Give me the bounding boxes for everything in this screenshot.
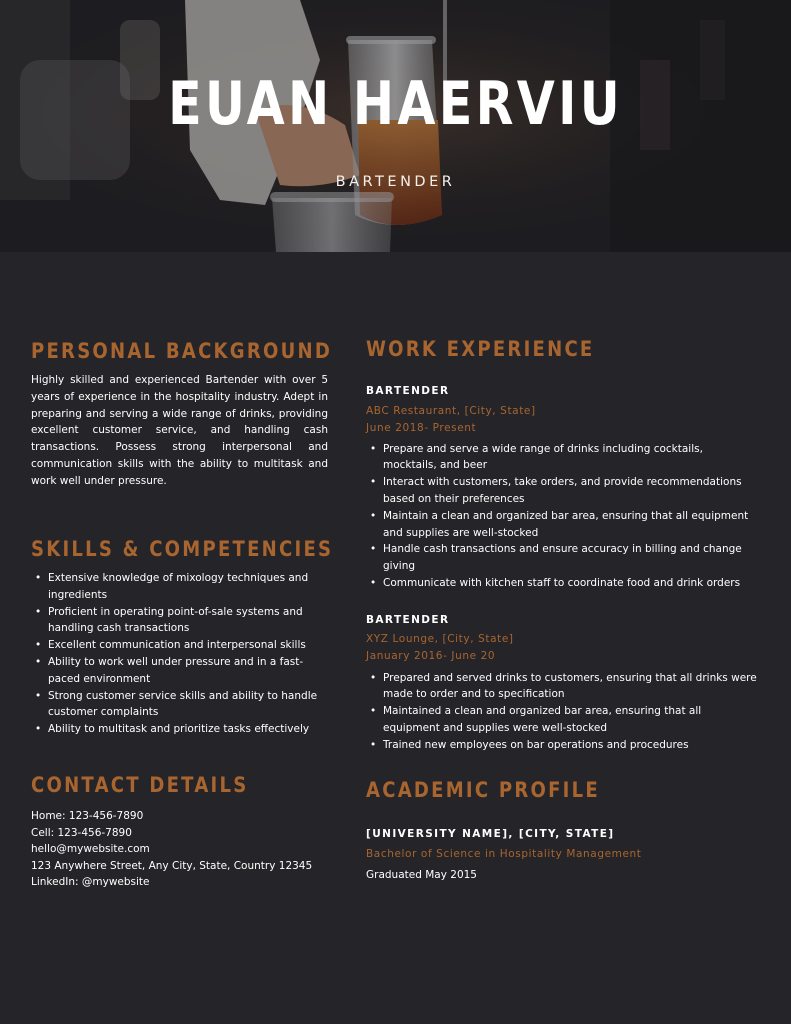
candidate-role: BARTENDER: [335, 174, 456, 190]
personal-background-text: Highly skilled and experienced Bartender with over 5 years of experience in the hospitality industry. Adept in preparing and serving a wide range of drinks, providing excellent customer service, and handling cash transactions. Possess strong interpersonal and communication skills with the ability to multitask and work well under pressure.: [31, 374, 328, 487]
skills-list: [31, 570, 328, 738]
university-name: [UNIVERSITY NAME], [CITY, STATE]: [366, 828, 615, 840]
linkedin-handle[interactable]: LinkedIn: @mywebsite: [31, 876, 150, 889]
list-item: • Interact with customers, take orders, and provide recommendations based on their preferences: [383, 474, 758, 508]
contact-lines: [31, 808, 328, 891]
list-item: • Ability to multitask and prioritize tasks effectively: [48, 721, 328, 738]
job-entry: [366, 384, 758, 592]
list-item: • Strong customer service skills and ability to handle customer complaints: [48, 688, 328, 722]
job-place: XYZ Lounge, [City, State]: [366, 633, 514, 645]
skills-section: [31, 536, 334, 738]
list-item: • Extensive knowledge of mixology techniques and ingredients: [48, 570, 328, 604]
candidate-name: EUAN HAERVIU: [168, 69, 623, 139]
list-item: • Prepared and served drinks to customers, ensuring that all drinks were made to order and to specification: [383, 670, 758, 704]
list-item: • Excellent communication and interpersonal skills: [48, 637, 328, 654]
work-experience-heading: WORK EXPERIENCE: [366, 337, 595, 361]
list-item: • Proficient in operating point-of-sale systems and handling cash transactions: [48, 604, 328, 638]
left-column: [31, 338, 334, 889]
right-column: [366, 336, 758, 881]
personal-background-heading: PERSONAL BACKGROUND: [31, 339, 333, 363]
list-item: • Maintained a clean and organized bar area, ensuring that all equipment and supplies were well-stocked: [383, 703, 758, 737]
academic-heading: ACADEMIC PROFILE: [366, 778, 600, 802]
job-title: BARTENDER: [366, 614, 450, 626]
job-dates: June 2018- Present: [366, 421, 477, 434]
personal-background-section: [31, 338, 333, 490]
list-item: • Handle cash transactions and ensure accuracy in billing and change giving: [383, 541, 758, 575]
job-title: BARTENDER: [366, 385, 450, 397]
academic-section: [366, 777, 758, 882]
job-duties-list: [366, 670, 758, 754]
job-entry: [366, 613, 758, 754]
street-address: 123 Anywhere Street, Any City, State, Country 12345: [31, 859, 313, 872]
contact-heading: CONTACT DETAILS: [31, 773, 249, 797]
graduation-date: Graduated May 2015: [366, 868, 477, 881]
list-item: • Communicate with kitchen staff to coordinate food and drink orders: [383, 575, 758, 592]
list-item: • Prepare and serve a wide range of drinks including cocktails, mocktails, and beer: [383, 441, 758, 475]
job-duties-list: [366, 441, 758, 592]
home-phone: Home: 123-456-7890: [31, 810, 144, 822]
job-place: ABC Restaurant, [City, State]: [366, 405, 536, 417]
cell-phone: Cell: 123-456-7890: [31, 826, 132, 839]
degree-name: Bachelor of Science in Hospitality Management: [366, 848, 642, 860]
list-item: • Trained new employees on bar operations and procedures: [383, 737, 758, 754]
list-item: • Maintain a clean and organized bar area, ensuring that all equipment and supplies are well-stocked: [383, 508, 758, 542]
contact-section: [31, 772, 328, 891]
job-dates: January 2016- June 20: [366, 649, 496, 662]
list-item: • Ability to work well under pressure and in a fast-paced environment: [48, 654, 328, 688]
work-experience-section: [366, 336, 758, 751]
email-address[interactable]: hello@mywebsite.com: [31, 843, 150, 856]
header-banner: [0, 0, 791, 252]
skills-heading: SKILLS & COMPETENCIES: [31, 537, 334, 561]
